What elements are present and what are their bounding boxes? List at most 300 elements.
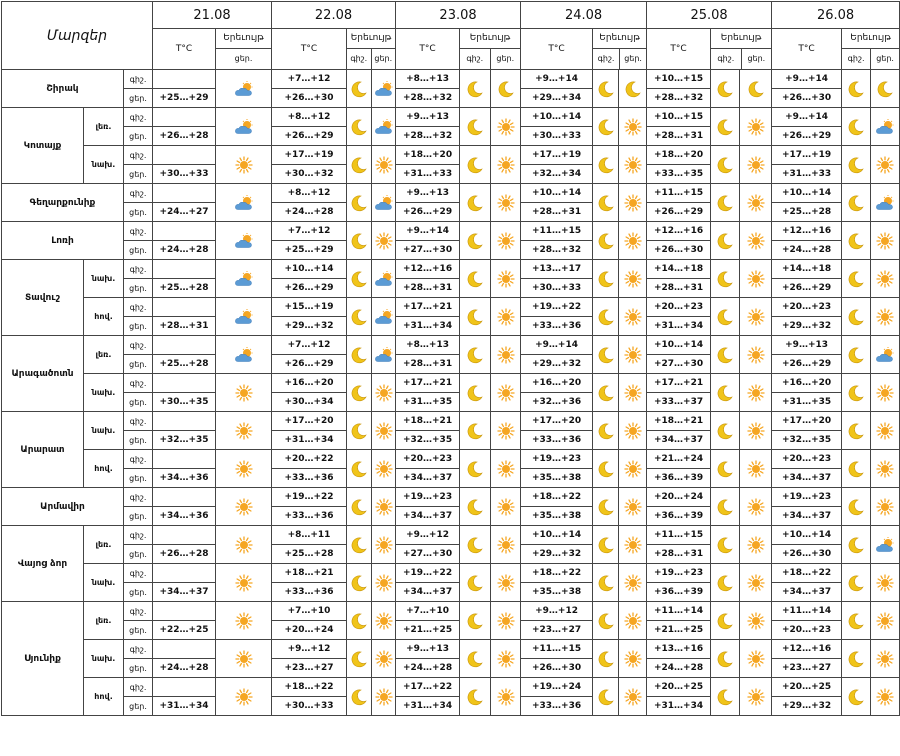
moon-icon <box>347 564 372 602</box>
temperature-cell: +8…+13 <box>396 70 460 89</box>
moon-icon <box>711 640 740 678</box>
temperature-cell: +29…+32 <box>521 545 593 564</box>
sun-icon <box>491 564 521 602</box>
weather-label: Երեւույթ <box>460 29 520 49</box>
period-label: գիշ. <box>124 374 153 393</box>
temperature-cell: +31…+34 <box>396 697 460 716</box>
temperature-cell: +14…+18 <box>772 260 842 279</box>
temperature-cell: +31…+34 <box>153 697 216 716</box>
temperature-cell: +24…+27 <box>153 203 216 222</box>
weather-label: Երեւույթ <box>347 29 395 49</box>
sun-icon <box>216 488 272 526</box>
sun-icon <box>619 184 647 222</box>
temperature-cell: +35…+38 <box>521 469 593 488</box>
moon-icon <box>347 602 372 640</box>
temperature-cell: +29…+32 <box>772 317 842 336</box>
moon-icon <box>347 374 372 412</box>
moon-icon <box>711 450 740 488</box>
temperature-cell: +17…+19 <box>772 146 842 165</box>
sun-icon <box>740 640 772 678</box>
partly-cloudy-icon <box>372 184 396 222</box>
temperature-cell: +17…+21 <box>647 374 711 393</box>
temperature-cell <box>153 602 216 621</box>
temperature-cell: +18…+22 <box>521 488 593 507</box>
period-label: գիշ. <box>124 678 153 697</box>
sun-icon <box>619 526 647 564</box>
partly-cloudy-icon <box>871 526 900 564</box>
moon-icon <box>460 412 491 450</box>
period-label: գիշ. <box>124 412 153 431</box>
sun-icon <box>372 640 396 678</box>
temperature-cell: +19…+22 <box>272 488 347 507</box>
temperature-cell <box>153 640 216 659</box>
weather-column-header <box>842 29 900 70</box>
temperature-cell <box>153 108 216 127</box>
period-label: ցեր. <box>124 89 153 108</box>
region-name: Արագածոտն <box>2 336 84 412</box>
night-label: գիշ. <box>842 49 871 69</box>
temperature-cell: +9…+12 <box>396 526 460 545</box>
table-row <box>2 70 900 89</box>
sun-icon <box>619 222 647 260</box>
moon-icon <box>711 526 740 564</box>
zone-name: լեռ. <box>84 336 124 374</box>
temperature-cell: +26…+30 <box>521 659 593 678</box>
period-label: գիշ. <box>124 260 153 279</box>
temperature-cell: +22…+25 <box>153 621 216 640</box>
moon-icon <box>593 678 619 716</box>
sun-icon <box>491 678 521 716</box>
temperature-cell: +30…+33 <box>521 127 593 146</box>
table-row <box>2 298 900 317</box>
zone-name: հով. <box>84 450 124 488</box>
day-header: 22.08 <box>272 2 396 29</box>
temperature-cell: +14…+18 <box>647 260 711 279</box>
moon-icon <box>347 146 372 184</box>
table-row <box>2 146 900 165</box>
weather-column-header <box>460 29 521 70</box>
temperature-cell: +10…+14 <box>772 526 842 545</box>
temperature-cell <box>153 526 216 545</box>
partly-cloudy-icon <box>216 298 272 336</box>
temperature-cell: +9…+12 <box>521 602 593 621</box>
period-label: գիշ. <box>124 526 153 545</box>
region-name: Արարատ <box>2 412 84 488</box>
temperature-cell: +28…+31 <box>396 355 460 374</box>
temperature-cell: +21…+24 <box>647 450 711 469</box>
temperature-cell: +16…+20 <box>521 374 593 393</box>
temperature-cell: +24…+28 <box>153 241 216 260</box>
night-label: գիշ. <box>460 49 491 69</box>
moon-icon <box>460 70 491 108</box>
region-name: Արմավիր <box>2 488 124 526</box>
temperature-cell: +30…+33 <box>272 697 347 716</box>
sun-icon <box>491 184 521 222</box>
moon-icon <box>711 488 740 526</box>
temperature-cell: +33…+36 <box>521 431 593 450</box>
sun-icon <box>491 412 521 450</box>
temp-column-header: T°C <box>272 29 347 70</box>
temperature-cell: +25…+29 <box>272 241 347 260</box>
moon-icon <box>842 488 871 526</box>
moon-icon <box>460 602 491 640</box>
period-label: ցեր. <box>124 659 153 678</box>
sun-icon <box>372 222 396 260</box>
moon-icon <box>871 70 900 108</box>
region-name: Գեղարքունիք <box>2 184 124 222</box>
temperature-cell: +12…+16 <box>396 260 460 279</box>
temperature-cell: +26…+30 <box>772 545 842 564</box>
temperature-cell: +17…+22 <box>396 678 460 697</box>
temperature-cell: +18…+22 <box>272 678 347 697</box>
partly-cloudy-icon <box>372 70 396 108</box>
temperature-cell: +30…+33 <box>521 279 593 298</box>
moon-icon <box>593 184 619 222</box>
temperature-cell: +20…+22 <box>272 450 347 469</box>
temperature-cell: +21…+25 <box>396 621 460 640</box>
moon-icon <box>347 640 372 678</box>
temperature-cell: +11…+14 <box>772 602 842 621</box>
sun-icon <box>619 678 647 716</box>
temperature-cell <box>153 412 216 431</box>
temperature-cell: +27…+30 <box>647 355 711 374</box>
temperature-cell: +21…+25 <box>647 621 711 640</box>
temp-column-header: T°C <box>772 29 842 70</box>
moon-icon <box>711 108 740 146</box>
temperature-cell: +35…+38 <box>521 583 593 602</box>
sun-icon <box>871 222 900 260</box>
temperature-cell: +36…+39 <box>647 583 711 602</box>
temperature-cell: +30…+34 <box>272 393 347 412</box>
moon-icon <box>711 602 740 640</box>
sun-icon <box>491 260 521 298</box>
temperature-cell: +20…+23 <box>647 298 711 317</box>
temperature-cell: +9…+12 <box>272 640 347 659</box>
temperature-cell: +36…+39 <box>647 469 711 488</box>
sun-icon <box>740 260 772 298</box>
sun-icon <box>871 678 900 716</box>
sun-icon <box>619 260 647 298</box>
temperature-cell: +18…+21 <box>647 412 711 431</box>
temperature-cell: +11…+15 <box>521 222 593 241</box>
sun-icon <box>871 412 900 450</box>
sun-icon <box>491 640 521 678</box>
temperature-cell: +8…+12 <box>272 184 347 203</box>
sun-icon <box>619 640 647 678</box>
temperature-cell: +20…+24 <box>272 621 347 640</box>
temperature-cell: +10…+14 <box>772 184 842 203</box>
moon-icon <box>842 298 871 336</box>
temperature-cell: +23…+27 <box>772 659 842 678</box>
weather-label: Երեւույթ <box>842 29 899 49</box>
sun-icon <box>491 602 521 640</box>
period-label: ցեր. <box>124 507 153 526</box>
temperature-cell: +9…+13 <box>396 640 460 659</box>
day-label: ցեր. <box>747 54 766 63</box>
sun-icon <box>619 336 647 374</box>
partly-cloudy-icon <box>871 336 900 374</box>
temperature-cell: +8…+13 <box>396 336 460 355</box>
temperature-cell: +34…+37 <box>772 583 842 602</box>
temperature-cell: +20…+25 <box>772 678 842 697</box>
temperature-cell: +34…+37 <box>647 431 711 450</box>
region-name: Վայոց ձոր <box>2 526 84 602</box>
temperature-cell: +31…+34 <box>396 317 460 336</box>
temperature-cell: +34…+37 <box>396 507 460 526</box>
temperature-cell: +20…+25 <box>647 678 711 697</box>
temperature-cell: +20…+23 <box>396 450 460 469</box>
sun-icon <box>740 374 772 412</box>
temperature-cell: +29…+32 <box>772 697 842 716</box>
temperature-cell: +19…+22 <box>396 564 460 583</box>
moon-icon <box>460 222 491 260</box>
temperature-cell: +33…+36 <box>272 469 347 488</box>
night-label: գիշ. <box>347 49 372 69</box>
temperature-cell: +8…+11 <box>272 526 347 545</box>
zone-name: հով. <box>84 678 124 716</box>
temperature-cell: +25…+28 <box>153 355 216 374</box>
moon-icon <box>347 184 372 222</box>
sun-icon <box>740 678 772 716</box>
day-label: ցեր. <box>374 54 393 63</box>
temp-column-header: T°C <box>153 29 216 70</box>
period-label: գիշ. <box>124 488 153 507</box>
temperature-cell: +12…+16 <box>772 640 842 659</box>
zone-name: նախ. <box>84 146 124 184</box>
moon-icon <box>347 222 372 260</box>
temperature-cell: +23…+27 <box>272 659 347 678</box>
temperature-cell: +9…+13 <box>396 184 460 203</box>
temperature-cell: +24…+28 <box>272 203 347 222</box>
temperature-cell: +10…+14 <box>521 526 593 545</box>
temperature-cell: +26…+30 <box>647 241 711 260</box>
moon-icon <box>593 412 619 450</box>
table-row <box>2 488 900 507</box>
temperature-cell: +11…+14 <box>647 602 711 621</box>
temperature-cell <box>153 298 216 317</box>
sun-icon <box>871 146 900 184</box>
moon-icon <box>460 374 491 412</box>
temperature-cell: +31…+33 <box>396 165 460 184</box>
sun-icon <box>740 184 772 222</box>
table-row <box>2 336 900 355</box>
temperature-cell: +16…+20 <box>272 374 347 393</box>
temperature-cell: +18…+21 <box>272 564 347 583</box>
temperature-cell <box>153 374 216 393</box>
temperature-cell: +25…+28 <box>272 545 347 564</box>
sun-icon <box>372 678 396 716</box>
temperature-cell: +18…+20 <box>647 146 711 165</box>
temperature-cell: +25…+28 <box>772 203 842 222</box>
sun-icon <box>216 526 272 564</box>
temperature-cell: +26…+29 <box>772 127 842 146</box>
temperature-cell: +25…+28 <box>153 279 216 298</box>
temperature-cell: +34…+37 <box>772 469 842 488</box>
moon-icon <box>711 146 740 184</box>
period-label: ցեր. <box>124 393 153 412</box>
zone-name: լեռ. <box>84 602 124 640</box>
temperature-cell: +34…+36 <box>153 507 216 526</box>
temperature-cell: +9…+14 <box>521 70 593 89</box>
weather-column-header <box>711 29 772 70</box>
temperature-cell: +18…+22 <box>772 564 842 583</box>
period-label: գիշ. <box>124 640 153 659</box>
partly-cloudy-icon <box>216 260 272 298</box>
temperature-cell: +28…+31 <box>521 203 593 222</box>
moon-icon <box>347 678 372 716</box>
table-row <box>2 412 900 431</box>
region-name: Շիրակ <box>2 70 124 108</box>
moon-icon <box>593 146 619 184</box>
sun-icon <box>216 640 272 678</box>
weather-label: Երեւույթ <box>593 29 646 49</box>
moon-icon <box>711 260 740 298</box>
moon-icon <box>619 70 647 108</box>
moon-icon <box>347 412 372 450</box>
temperature-cell: +20…+23 <box>772 450 842 469</box>
table-row <box>2 374 900 393</box>
temperature-cell: +28…+32 <box>396 127 460 146</box>
temperature-cell: +19…+23 <box>772 488 842 507</box>
period-label: ցեր. <box>124 241 153 260</box>
temperature-cell: +11…+15 <box>647 526 711 545</box>
temperature-cell: +18…+21 <box>396 412 460 431</box>
temperature-cell: +26…+28 <box>153 545 216 564</box>
temperature-cell: +13…+16 <box>647 640 711 659</box>
region-name: Կոտայք <box>2 108 84 184</box>
moon-icon <box>593 260 619 298</box>
period-label: ցեր. <box>124 469 153 488</box>
moon-icon <box>711 70 740 108</box>
moon-icon <box>842 222 871 260</box>
sun-icon <box>871 260 900 298</box>
temperature-cell <box>153 70 216 89</box>
temperature-cell: +20…+23 <box>772 298 842 317</box>
night-label: գիշ. <box>593 49 620 69</box>
sun-icon <box>740 488 772 526</box>
moon-icon <box>593 298 619 336</box>
moon-icon <box>711 222 740 260</box>
moon-icon <box>347 70 372 108</box>
moon-icon <box>842 108 871 146</box>
moon-icon <box>842 70 871 108</box>
temperature-cell: +19…+23 <box>647 564 711 583</box>
day-header: 26.08 <box>772 2 900 29</box>
temperature-cell: +33…+36 <box>272 583 347 602</box>
temperature-cell: +16…+20 <box>772 374 842 393</box>
sun-icon <box>372 488 396 526</box>
sun-icon <box>619 374 647 412</box>
partly-cloudy-icon <box>372 336 396 374</box>
temperature-cell <box>153 336 216 355</box>
moon-icon <box>842 184 871 222</box>
sun-icon <box>871 488 900 526</box>
temperature-cell: +7…+12 <box>272 70 347 89</box>
sun-icon <box>619 146 647 184</box>
zone-name: նախ. <box>84 374 124 412</box>
moon-icon <box>460 678 491 716</box>
temperature-cell: +26…+28 <box>153 127 216 146</box>
table-row <box>2 450 900 469</box>
day-header: 23.08 <box>396 2 521 29</box>
period-label: գիշ. <box>124 184 153 203</box>
day-label: ցեր. <box>624 54 642 63</box>
table-row <box>2 564 900 583</box>
moon-icon <box>842 450 871 488</box>
partly-cloudy-icon <box>372 108 396 146</box>
day-header: 21.08 <box>153 2 272 29</box>
table-row <box>2 260 900 279</box>
temperature-cell: +26…+30 <box>272 89 347 108</box>
temperature-cell: +35…+38 <box>521 507 593 526</box>
temperature-cell: +28…+32 <box>396 89 460 108</box>
partly-cloudy-icon <box>216 222 272 260</box>
temperature-cell: +32…+36 <box>521 393 593 412</box>
temperature-cell: +17…+21 <box>396 298 460 317</box>
moon-icon <box>842 374 871 412</box>
temperature-cell: +11…+15 <box>521 640 593 659</box>
zone-name: լեռ. <box>84 108 124 146</box>
temperature-cell: +32…+35 <box>396 431 460 450</box>
sun-icon <box>216 678 272 716</box>
sun-icon <box>619 108 647 146</box>
temperature-cell: +10…+15 <box>647 108 711 127</box>
table-row <box>2 602 900 621</box>
sun-icon <box>871 374 900 412</box>
temperature-cell: +33…+36 <box>521 317 593 336</box>
sun-icon <box>740 412 772 450</box>
moon-icon <box>347 108 372 146</box>
weather-label: Երեւույթ <box>216 29 271 49</box>
sun-icon <box>740 336 772 374</box>
sun-icon <box>619 298 647 336</box>
moon-icon <box>347 526 372 564</box>
temperature-cell: +31…+34 <box>647 697 711 716</box>
day-label: ցեր. <box>496 54 515 63</box>
temperature-cell: +24…+28 <box>772 241 842 260</box>
temperature-cell: +17…+20 <box>521 412 593 431</box>
moon-icon <box>711 298 740 336</box>
temperature-cell: +24…+28 <box>647 659 711 678</box>
moon-icon <box>460 298 491 336</box>
moon-icon <box>842 526 871 564</box>
temperature-cell: +20…+24 <box>647 488 711 507</box>
temperature-cell: +28…+31 <box>647 127 711 146</box>
table-row <box>2 678 900 697</box>
temperature-cell: +33…+37 <box>647 393 711 412</box>
moon-icon <box>711 412 740 450</box>
temperature-cell: +34…+37 <box>153 583 216 602</box>
temperature-cell: +29…+32 <box>272 317 347 336</box>
temperature-cell: +17…+19 <box>272 146 347 165</box>
regions-header: Մարզեր <box>2 2 153 70</box>
temperature-cell: +31…+34 <box>272 431 347 450</box>
moon-icon <box>593 374 619 412</box>
weather-label: Երեւույթ <box>711 29 771 49</box>
temp-column-header: T°C <box>396 29 460 70</box>
temperature-cell: +30…+32 <box>272 165 347 184</box>
temperature-cell: +26…+29 <box>772 355 842 374</box>
temperature-cell: +31…+34 <box>647 317 711 336</box>
temperature-cell: +28…+31 <box>647 545 711 564</box>
temperature-cell: +19…+23 <box>396 488 460 507</box>
moon-icon <box>593 564 619 602</box>
temperature-cell: +7…+10 <box>396 602 460 621</box>
zone-name: հով. <box>84 298 124 336</box>
moon-icon <box>842 602 871 640</box>
sun-icon <box>740 526 772 564</box>
night-label: գիշ. <box>711 49 742 69</box>
